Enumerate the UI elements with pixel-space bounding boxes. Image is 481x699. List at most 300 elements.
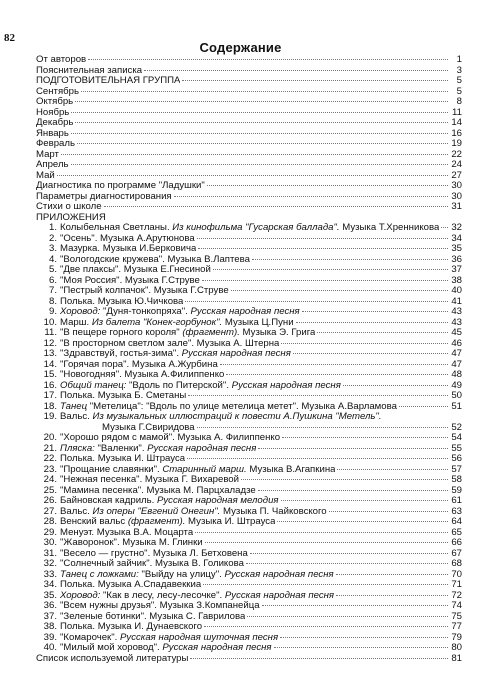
entry-composer: Музыка Э. Грига xyxy=(242,328,316,338)
entry-title xyxy=(60,360,218,371)
dot-leader xyxy=(302,310,448,312)
dot-leader xyxy=(399,405,448,407)
entry-title xyxy=(60,318,294,329)
dot-leader xyxy=(343,384,448,386)
entry-page: 57 xyxy=(451,464,462,475)
entry-title xyxy=(60,486,256,497)
entry-page: 52 xyxy=(451,422,462,433)
entry-text: "Новогодняя". Музыка А.Филиппенко xyxy=(60,370,225,380)
entry-note: Русская народная песня xyxy=(190,307,300,317)
entry-text: Вальс. xyxy=(60,506,90,517)
entry-number: 34. xyxy=(43,580,57,590)
toc-entry xyxy=(36,538,462,549)
dot-leader xyxy=(197,237,448,239)
entry-page: 3 xyxy=(456,65,462,76)
entry-number: 7. xyxy=(48,286,57,296)
entry-note: Русская народная песня xyxy=(181,349,291,359)
entry-note: Русская народная песня xyxy=(162,643,272,653)
entry-text: "Зеленые ботинки". Музыка С. Гаврилова xyxy=(60,611,246,622)
dot-leader xyxy=(441,226,448,228)
entry-number: 6. xyxy=(48,275,57,286)
entry-title xyxy=(60,349,291,360)
dot-leader xyxy=(281,499,448,501)
entry-number: 33. xyxy=(43,569,57,580)
dot-leader xyxy=(213,268,448,270)
dot-leader xyxy=(77,142,448,144)
entry-text: "Дуня-тонкопряха". xyxy=(102,307,188,317)
toc-entry xyxy=(36,643,462,654)
entry-number: 32. xyxy=(43,559,57,569)
entry-title xyxy=(60,580,201,591)
toc-entry xyxy=(36,370,462,381)
toc-entry xyxy=(36,171,462,182)
entry-number: 12. xyxy=(43,338,57,349)
dot-leader xyxy=(336,573,448,575)
dot-leader xyxy=(241,478,448,480)
toc-entry xyxy=(36,139,462,150)
entry-number: 21. xyxy=(43,443,57,454)
toc-entry xyxy=(36,297,462,308)
entry-text: "Хорошо рядом с мамой". Музыка А. Филиппенко xyxy=(60,433,281,443)
entry-page: 41 xyxy=(451,296,462,307)
toc-entry xyxy=(36,465,462,476)
toc-entry xyxy=(36,97,462,108)
entry-title xyxy=(60,276,200,287)
dot-leader xyxy=(274,646,448,648)
entry-source: (фрагмент). xyxy=(127,517,186,527)
entry-number: 3. xyxy=(48,244,57,254)
entry-text: Апрель xyxy=(36,160,69,170)
entry-genre: Танец xyxy=(60,401,88,412)
entry-number: 26. xyxy=(43,496,57,506)
entry-number: 9. xyxy=(48,307,57,317)
dot-leader xyxy=(197,426,448,428)
toc-entry xyxy=(36,192,462,203)
entry-text: "Вдоль по Питерской". xyxy=(129,380,229,391)
entry-text: Музыка Г.Свиридова xyxy=(102,422,195,433)
entry-page: 5 xyxy=(456,86,462,97)
entry-text: Полька. Музыка И. Штрауса xyxy=(60,454,186,464)
toc-entry xyxy=(36,160,462,171)
dot-leader xyxy=(258,489,448,491)
toc-entry xyxy=(36,528,462,539)
entry-page: 47 xyxy=(451,359,462,370)
entry-text: Венский вальс xyxy=(60,517,126,527)
entry-number: 24. xyxy=(43,475,57,485)
entry-title xyxy=(60,328,315,339)
entry-text: "Валенки". xyxy=(97,443,145,454)
entry-number: 8. xyxy=(48,296,57,307)
entry-text: "Комарочек". xyxy=(60,632,118,643)
entry-page: 37 xyxy=(451,265,462,275)
entry-page: 66 xyxy=(451,538,462,548)
entry-title xyxy=(60,234,195,245)
entry-number: 5. xyxy=(48,265,57,275)
toc-entry xyxy=(36,118,462,129)
entry-number: 2. xyxy=(48,233,57,244)
entry-page: 5 xyxy=(456,76,462,86)
entry-text: Менуэт. Музыка В.А. Моцарта xyxy=(60,527,194,538)
toc-entry xyxy=(36,318,462,329)
dot-leader xyxy=(277,520,448,522)
entry-text: "Милый мой хоровод". xyxy=(60,643,160,653)
toc-entry xyxy=(36,391,462,402)
entry-title xyxy=(36,108,69,119)
entry-page: 31 xyxy=(451,202,462,212)
entry-text: Март xyxy=(36,149,59,160)
dot-leader xyxy=(75,100,448,102)
toc-entry xyxy=(36,234,462,245)
toc-entry xyxy=(36,633,462,644)
toc-entry xyxy=(36,244,462,255)
dot-leader xyxy=(190,657,448,659)
entry-text: "В пещере горного короля" xyxy=(60,328,180,338)
dot-leader xyxy=(280,636,448,638)
entry-title xyxy=(36,213,106,224)
entry-title xyxy=(60,643,272,654)
entry-title xyxy=(60,244,196,255)
entry-number: 27. xyxy=(43,506,57,517)
entry-title xyxy=(60,433,280,444)
toc-entry xyxy=(36,129,462,140)
entry-title xyxy=(36,87,79,98)
entry-number: 13. xyxy=(43,349,57,359)
toc-entry xyxy=(36,654,462,665)
entry-title xyxy=(60,381,341,392)
entry-number: 29. xyxy=(43,527,57,538)
dot-leader xyxy=(336,594,448,596)
entry-text: "В просторном светлом зале". Музыка А. Штерна xyxy=(60,338,280,349)
dot-leader xyxy=(187,457,448,459)
entry-title xyxy=(60,549,248,560)
dot-leader xyxy=(262,604,448,606)
entry-composer: Музыка Т.Хренникова xyxy=(342,223,440,233)
entry-title xyxy=(36,66,142,77)
entry-number: 19. xyxy=(43,412,57,422)
dot-leader xyxy=(231,289,448,291)
entry-page: 80 xyxy=(451,643,462,653)
entry-number: 17. xyxy=(43,391,57,401)
toc-entry xyxy=(36,570,462,581)
entry-composer: Музыка Ц.Пуни xyxy=(224,317,294,328)
toc-entry xyxy=(36,66,462,77)
entry-number: 10. xyxy=(43,317,57,328)
entry-note: Русская народная песня xyxy=(224,569,334,580)
entry-page: 43 xyxy=(451,307,462,317)
dot-leader xyxy=(75,121,448,123)
entry-note: Русская народная песня xyxy=(224,590,335,601)
entry-number: 37. xyxy=(43,611,57,622)
entry-text: От авторов xyxy=(36,55,87,65)
entry-number: 40. xyxy=(43,643,57,653)
dot-leader xyxy=(329,510,448,512)
toc-entry xyxy=(36,433,462,444)
entry-title xyxy=(60,465,335,476)
entry-title xyxy=(36,654,188,665)
entry-note: Русская народная песня xyxy=(147,443,257,454)
toc-entry xyxy=(36,580,462,591)
entry-text: Вальс. xyxy=(60,412,90,422)
dot-leader xyxy=(246,562,448,564)
entry-number: 28. xyxy=(43,517,57,527)
entry-page: 40 xyxy=(451,286,462,296)
entry-genre: Хоровод: xyxy=(60,307,101,317)
entry-page: 24 xyxy=(451,160,462,170)
toc-entry xyxy=(36,181,462,192)
entry-number: 18. xyxy=(43,401,57,412)
toc-entry xyxy=(36,202,462,213)
page-number: 82 xyxy=(4,32,15,44)
toc-entry xyxy=(36,559,462,570)
entry-text: "Нежная песенка". Музыка Г. Вихаревой xyxy=(60,475,240,485)
page-title: Содержание xyxy=(199,40,282,55)
entry-text: "Моя Россия". Музыка Г.Струве xyxy=(60,275,200,286)
entry-title xyxy=(36,202,102,213)
dot-leader xyxy=(220,363,448,365)
entry-title xyxy=(36,118,73,129)
entry-text: Диагностика по программе "Ладушки" xyxy=(36,181,205,191)
entry-title xyxy=(60,255,250,266)
entry-title xyxy=(36,129,69,140)
dot-leader xyxy=(203,583,448,585)
toc-entry xyxy=(36,276,462,287)
entry-page: 65 xyxy=(451,527,462,538)
dot-leader xyxy=(71,163,448,165)
dot-leader xyxy=(281,342,448,344)
dot-leader xyxy=(71,111,448,113)
entry-number: 30. xyxy=(43,538,57,548)
entry-page: 64 xyxy=(451,517,462,527)
entry-page: 32 xyxy=(451,223,462,233)
entry-title xyxy=(60,591,334,602)
entry-title xyxy=(60,538,203,549)
entry-page: 55 xyxy=(451,443,462,454)
entry-page: 47 xyxy=(451,349,462,359)
entry-title xyxy=(60,223,439,234)
dot-leader xyxy=(258,447,448,449)
entry-title xyxy=(60,633,278,644)
dot-leader xyxy=(282,436,448,438)
dot-leader xyxy=(252,258,448,260)
entry-text: "Всем нужны друзья". Музыка З.Компанейца xyxy=(60,601,260,611)
toc-entry xyxy=(36,55,462,66)
entry-title xyxy=(60,339,279,350)
toc-entry xyxy=(36,486,462,497)
entry-text: "Как в лесу, лесу-лесочке". xyxy=(102,590,223,601)
entry-number: 15. xyxy=(43,370,57,380)
entry-page: 27 xyxy=(451,170,462,181)
entry-composer: Музыка П. Чайковского xyxy=(223,506,327,517)
entry-page: 59 xyxy=(451,485,462,496)
toc-entry xyxy=(36,213,462,224)
entry-text: Байновская кадриль. xyxy=(60,496,155,506)
entry-page: 49 xyxy=(451,380,462,391)
dot-leader xyxy=(293,352,448,354)
entry-page: 8 xyxy=(456,97,462,107)
entry-number: 4. xyxy=(48,254,57,265)
entry-text: Мазурка. Музыка И.Берковича xyxy=(60,244,197,254)
entry-title xyxy=(60,570,334,581)
entry-genre: Общий танец: xyxy=(60,380,127,391)
dot-leader xyxy=(202,279,448,281)
entry-text: Ноябрь xyxy=(36,107,70,118)
toc-entry xyxy=(36,475,462,486)
entry-page: 63 xyxy=(451,506,462,517)
entry-title xyxy=(36,423,195,434)
entry-page: 61 xyxy=(451,496,462,506)
entry-page: 67 xyxy=(451,548,462,559)
entry-page: 35 xyxy=(451,244,462,254)
entry-page: 22 xyxy=(451,149,462,160)
entry-title xyxy=(36,171,55,182)
entry-number: 16. xyxy=(43,380,57,391)
entry-number: 22. xyxy=(43,454,57,464)
entry-text: "Мамина песенка". Музыка М. Парцхаладзе xyxy=(60,485,256,496)
entry-number: 1. xyxy=(48,223,57,233)
entry-page: 75 xyxy=(451,611,462,622)
toc-entry xyxy=(36,381,462,392)
entry-number: 14. xyxy=(43,359,57,370)
entry-text: "Жаворонок". Музыка М. Глинки xyxy=(60,538,203,548)
entry-text: "Выйду на улицу". xyxy=(141,569,222,580)
entry-title xyxy=(60,622,202,633)
entry-text: Октябрь xyxy=(36,97,74,107)
entry-text: "Осень". Музыка А.Арутюнова xyxy=(60,233,195,244)
toc-entry xyxy=(36,612,462,623)
toc-entry xyxy=(36,402,462,413)
entry-genre: Пляска: xyxy=(60,443,95,454)
entry-text: Список используемой литературы xyxy=(36,653,189,664)
toc-entry xyxy=(36,444,462,455)
entry-page: 54 xyxy=(451,433,462,443)
toc-entry xyxy=(36,360,462,371)
entry-title xyxy=(60,517,275,528)
entry-text: "Две плаксы". Музыка Е.Гнесиной xyxy=(60,265,211,275)
entry-text: "Метелица": "Вдоль по улице метелица метет". Музыка А.Варламова xyxy=(89,401,397,412)
entry-note: Русская народная песня xyxy=(231,380,341,391)
entry-text: Май xyxy=(36,170,55,181)
entry-page: 51 xyxy=(451,401,462,412)
entry-title xyxy=(60,307,300,318)
toc-entry xyxy=(36,622,462,633)
entry-title xyxy=(60,391,186,402)
toc-entry xyxy=(36,412,462,423)
toc-entry xyxy=(36,307,462,318)
entry-page: 43 xyxy=(451,317,462,328)
dot-leader xyxy=(195,531,448,533)
entry-page: 77 xyxy=(451,622,462,632)
toc-entry xyxy=(36,423,462,434)
entry-text: Полька. Музыка И. Дунаевского xyxy=(60,622,203,632)
dot-leader xyxy=(174,195,448,197)
dot-leader xyxy=(61,153,448,155)
entry-number: 25. xyxy=(43,485,57,496)
entry-page: 74 xyxy=(451,601,462,611)
entry-number: 31. xyxy=(43,548,57,559)
entry-number: 23. xyxy=(43,464,57,475)
dot-leader xyxy=(226,373,448,375)
entry-number: 39. xyxy=(43,632,57,643)
toc-entry xyxy=(36,349,462,360)
toc-entry xyxy=(36,517,462,528)
entry-title xyxy=(60,507,327,518)
toc-entry xyxy=(36,108,462,119)
entry-title xyxy=(60,412,382,423)
entry-page: 45 xyxy=(451,328,462,338)
entry-note: Из музыкальных иллюстраций к повести А.Пушкина "Метель". xyxy=(92,412,382,422)
dot-leader xyxy=(188,394,448,396)
entry-text: Декабрь xyxy=(36,118,74,128)
dot-leader xyxy=(317,331,448,333)
toc-entry xyxy=(36,150,462,161)
entry-title xyxy=(36,181,205,192)
dot-leader xyxy=(207,184,448,186)
entry-title xyxy=(36,160,69,171)
entry-page: 36 xyxy=(451,254,462,265)
entry-page: 81 xyxy=(451,653,462,664)
entry-note: Русская народная мелодия xyxy=(156,496,279,506)
entry-page: 48 xyxy=(451,370,462,380)
entry-title xyxy=(60,402,397,413)
entry-note: Старинный марш. xyxy=(162,464,247,475)
entry-text: "Вологодские кружева". Музыка В.Лаптева xyxy=(60,254,250,265)
toc-entry xyxy=(36,507,462,518)
toc-entry xyxy=(36,601,462,612)
entry-number: 35. xyxy=(43,590,57,601)
entry-number: 20. xyxy=(43,433,57,443)
entry-page: 50 xyxy=(451,391,462,401)
entry-text: Пояснительная записка xyxy=(36,65,143,76)
entry-number: 11. xyxy=(44,328,57,338)
toc-entry xyxy=(36,549,462,560)
entry-page: 71 xyxy=(451,580,462,590)
dot-leader xyxy=(250,552,448,554)
toc-entry xyxy=(36,76,462,87)
entry-text: Февраль xyxy=(36,139,75,149)
entry-text: "Горячая пора". Музыка А.Журбина xyxy=(60,359,218,370)
toc-entry xyxy=(36,87,462,98)
toc-entry xyxy=(36,328,462,339)
entry-page: 70 xyxy=(451,569,462,580)
entry-title xyxy=(60,475,239,486)
dot-leader xyxy=(185,300,448,302)
entry-number: 38. xyxy=(43,622,57,632)
entry-text: ПРИЛОЖЕНИЯ xyxy=(36,212,106,223)
dot-leader xyxy=(198,247,448,249)
entry-text: ПОДГОТОВИТЕЛЬНАЯ ГРУППА xyxy=(36,76,181,86)
dot-leader xyxy=(81,90,448,92)
entry-page: 19 xyxy=(451,139,462,149)
entry-text: "Пестрый колпачок". Музыка Г.Струве xyxy=(60,286,229,296)
entry-page: 30 xyxy=(451,181,462,191)
entry-page: 68 xyxy=(451,559,462,569)
entry-title xyxy=(60,444,256,455)
entry-text: Полька. Музыка Ю.Чичкова xyxy=(60,296,184,307)
entry-title xyxy=(60,528,193,539)
entry-composer: Музыка И. Штрауса xyxy=(188,517,276,527)
dot-leader xyxy=(205,541,448,543)
entry-source: Из балета "Конек-горбунок". xyxy=(91,317,223,328)
dot-leader xyxy=(182,79,448,81)
entry-note: Русская народная шуточная песня xyxy=(120,632,279,643)
entry-page: 38 xyxy=(451,275,462,286)
entry-text: "Прощание славянки". xyxy=(60,464,160,475)
toc-entry xyxy=(36,454,462,465)
entry-title xyxy=(36,76,180,87)
entry-genre: Хоровод: xyxy=(60,590,101,601)
entry-text: "Солнечный зайчик". Музыка В. Голикова xyxy=(60,559,244,569)
entry-composer: Музыка В.Агапкина xyxy=(249,464,336,475)
